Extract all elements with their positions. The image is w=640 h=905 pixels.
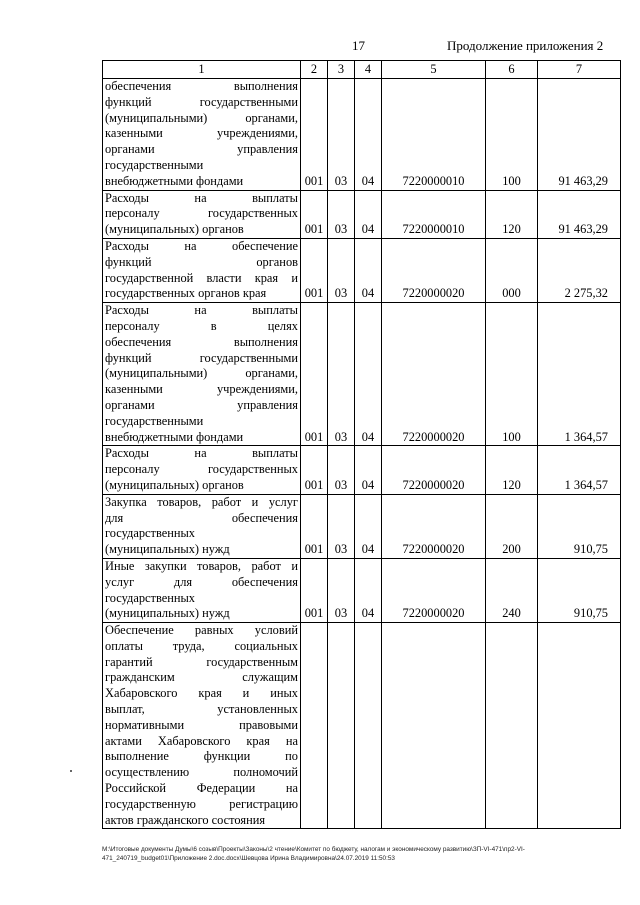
description-line: (муниципальных) нужд [105,542,230,557]
page-number: 17 [352,38,365,53]
amount: 2 275,32 [538,238,621,302]
description-line: органами управления [105,142,298,157]
row-description [103,79,301,191]
row-description [103,558,301,622]
table-row [103,238,621,302]
description-line: персоналу государственных [105,462,298,477]
continuation-label: Продолжение приложения 2 [447,38,604,53]
ministry-code: 001 [301,190,328,238]
expense-type-code: 120 [486,446,538,494]
column-number: 3 [328,61,355,79]
description-line: персоналу в целях [105,318,298,333]
ministry-code [301,623,328,829]
description-line: государственной власти края и [105,270,298,285]
section-code: 03 [328,494,355,558]
description-line: (муниципальных) нужд [105,606,230,621]
section-code [328,623,355,829]
row-description [103,446,301,494]
description-line: (муниципальными) органами, [105,366,298,381]
description-line: Иные закупки товаров, работ и [105,558,298,573]
target-article-code: 7220000020 [382,238,486,302]
row-description [103,238,301,302]
amount: 91 463,29 [538,190,621,238]
amount: 910,75 [538,494,621,558]
description-line: Обеспечение равных условий [105,623,298,638]
section-code: 03 [328,190,355,238]
description-line: (муниципальных) органов [105,477,244,492]
ministry-code: 001 [301,238,328,302]
description-line: казенными учреждениями, [105,126,298,141]
subsection-code [355,623,382,829]
description-line: Расходы на обеспечение [105,238,298,253]
amount [538,623,621,829]
description-line: оплаты труда, социальных [105,638,298,653]
description-line: осуществлению полномочий [105,765,298,780]
section-code: 03 [328,303,355,446]
section-code: 03 [328,79,355,191]
description-line: гражданским служащим [105,670,298,685]
section-code: 03 [328,558,355,622]
amount: 1 364,57 [538,446,621,494]
description-line: Хабаровского края и иных [105,686,298,701]
row-description [103,303,301,446]
description-line: функций государственными [105,350,298,365]
section-code: 03 [328,446,355,494]
subsection-code: 04 [355,558,382,622]
description-line: актами Хабаровского края на [105,733,298,748]
target-article-code: 7220000010 [382,190,486,238]
description-line: функций органов [105,254,298,269]
column-number: 5 [382,61,486,79]
target-article-code: 7220000020 [382,494,486,558]
budget-table [102,60,621,829]
subsection-code: 04 [355,446,382,494]
target-article-code: 7220000020 [382,446,486,494]
description-line: Расходы на выплаты [105,446,298,461]
expense-type-code: 200 [486,494,538,558]
description-line: актов гражданского состояния [105,812,266,827]
description-line: гарантий государственным [105,654,298,669]
table-row [103,558,621,622]
description-line: для обеспечения [105,510,298,525]
description-line: внебюджетными фондами [105,429,244,444]
description-line: функций государственными [105,94,298,109]
ministry-code: 001 [301,494,328,558]
table-row [103,190,621,238]
ministry-code: 001 [301,303,328,446]
description-line: государственных органов края [105,286,267,301]
expense-type-code: 240 [486,558,538,622]
description-line: внебюджетными фондами [105,173,244,188]
column-number: 2 [301,61,328,79]
table-row [103,494,621,558]
scan-speck [70,770,72,772]
table-row [103,623,621,829]
section-code: 03 [328,238,355,302]
amount: 1 364,57 [538,303,621,446]
row-description [103,623,301,829]
subsection-code: 04 [355,238,382,302]
description-line: Расходы на выплаты [105,303,298,318]
target-article-code: 7220000010 [382,79,486,191]
ministry-code: 001 [301,446,328,494]
expense-type-code: 100 [486,303,538,446]
expense-type-code [486,623,538,829]
description-line: персоналу государственных [105,206,298,221]
description-line: выполнение функции по [105,749,298,764]
target-article-code: 7220000020 [382,303,486,446]
column-number: 6 [486,61,538,79]
table-row [103,446,621,494]
description-line: услуг для обеспечения [105,574,298,589]
description-line: государственных [105,526,196,541]
description-line: органами управления [105,397,298,412]
target-article-code [382,623,486,829]
ministry-code: 001 [301,558,328,622]
subsection-code: 04 [355,79,382,191]
amount: 910,75 [538,558,621,622]
description-line: казенными учреждениями, [105,382,298,397]
description-line: государственными [105,157,204,172]
expense-type-code: 120 [486,190,538,238]
expense-type-code: 000 [486,238,538,302]
description-line: Закупка товаров, работ и услуг [105,494,298,509]
description-line: государственных [105,590,196,605]
description-line: выплат, установленных [105,702,298,717]
description-line: обеспечения выполнения [105,334,298,349]
table-row [103,79,621,191]
description-line: государственными [105,413,204,428]
ministry-code: 001 [301,79,328,191]
description-line: (муниципальными) органами, [105,110,298,125]
row-description [103,494,301,558]
target-article-code: 7220000020 [382,558,486,622]
subsection-code: 04 [355,303,382,446]
row-description [103,190,301,238]
column-number: 4 [355,61,382,79]
description-line: государственную регистрацию [105,796,298,811]
description-line: (муниципальных) органов [105,222,244,237]
document-path-footer: M:\Итоговые документы Думы\6 созыв\Проекты\Законы\2 чтение\Комитет по бюджету, налогам и экономическому развитию\ЗП-VI-471\пр2-VI-471_240719_budget01\Приложение 2.doc.docx\Шевцова Ирина Владимировна\24.07.2019 11:50:53 [102,846,525,862]
description-line: Расходы на выплаты [105,190,298,205]
amount: 91 463,29 [538,79,621,191]
description-line: Российской Федерации на [105,781,298,796]
description-line: обеспечения выполнения [105,79,298,93]
description-line: нормативными правовыми [105,717,298,732]
expense-type-code: 100 [486,79,538,191]
column-number: 7 [538,61,621,79]
column-number: 1 [103,61,301,79]
subsection-code: 04 [355,190,382,238]
column-number-row [103,61,621,79]
table-row [103,303,621,446]
subsection-code: 04 [355,494,382,558]
